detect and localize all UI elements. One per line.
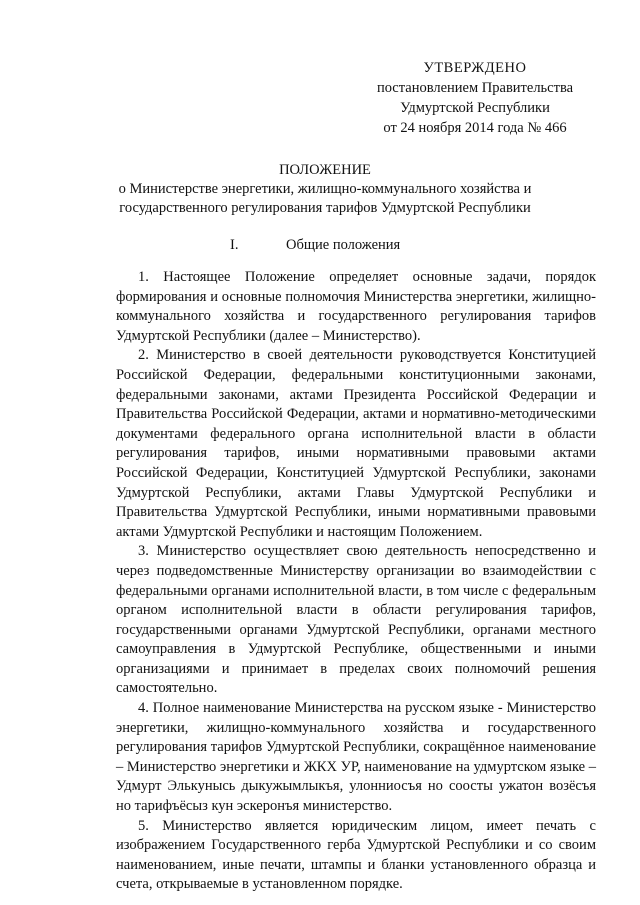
document-title: ПОЛОЖЕНИЕ [279, 162, 371, 178]
paragraph-5: 5. Министерство является юридическим лицом, имеет печать с изображением Государственного герба Удмуртской Республики и со своим наименованием, иные печати, штампы и бланки установленного образца и счета, открываемые в установленном порядке. [116, 817, 596, 893]
approval-heading: УТВЕРЖДЕНО [423, 60, 527, 76]
section-number: I. [230, 237, 239, 253]
paragraph-2: 2. Министерство в своей деятельности руководствуется Конституцией Российской Федерации, федеральными конституционными законами, федеральными законами, актами Президента Российской Федерации и Правительства Российской Федерации, актами и нормативно-методическими документами федерального органа исполнительной власти в области регулирования тарифов, иными нормативными правовыми актами Российской Федерации, Конституцией Удмуртской Республики, законами Удмуртской Республики, актами Главы Удмуртской Республики и Правительства Удмуртской Республики, иными нормативными правовыми актами Удмуртской Республики и настоящим Положением. [116, 347, 596, 540]
approval-line-3: от 24 ноября 2014 года № 466 [383, 120, 567, 136]
approval-line-2: Удмуртской Республики [400, 100, 550, 116]
document-title-block [90, 161, 560, 218]
paragraph-4: 4. Полное наименование Министерства на русском языке - Министерство энергетики, жилищно-коммунального хозяйства и государственного регулирования тарифов Удмуртской Республики, сокращённое наименование – Министерство энергетики и ЖКХ УР, наименование на удмуртском языке – Удмурт Элькунысь дыкужымлыкъя, улонниосъя но соосты ужатон возёсъя но тарифъёсыз кун эскеронъя министерство. [116, 700, 596, 815]
document-subtitle-line-1: о Министерстве энергетики, жилищно-коммунального хозяйства и [118, 181, 532, 197]
section-heading [230, 236, 430, 255]
approval-line-1: постановлением Правительства [376, 80, 574, 96]
document-subtitle-line-2: государственного регулирования тарифов Удмуртской Республики [119, 200, 531, 216]
paragraph-3: 3. Министерство осуществляет свою деятельность непосредственно и через подведомственные Министерству организации во взаимодействии с федеральными органами исполнительной власти, в том числе с федеральным органом исполнительной власти в области регулирования тарифов, государственными органами Удмуртской Республики, органами местного самоуправления в Удмуртской Республике, общественными и иными организациями и принимает в пределах своих полномочий решения самостоятельно. [116, 543, 596, 697]
approval-stamp-block [360, 58, 590, 138]
document-body [116, 268, 596, 895]
paragraph-1: 1. Настоящее Положение определяет основные задачи, порядок формирования и основные полномочия Министерства энергетики, жилищно-коммунального хозяйства и государственного регулирования тарифов Удмуртской Республики (далее – Министерство). [116, 269, 596, 344]
section-title: Общие положения [286, 237, 401, 253]
